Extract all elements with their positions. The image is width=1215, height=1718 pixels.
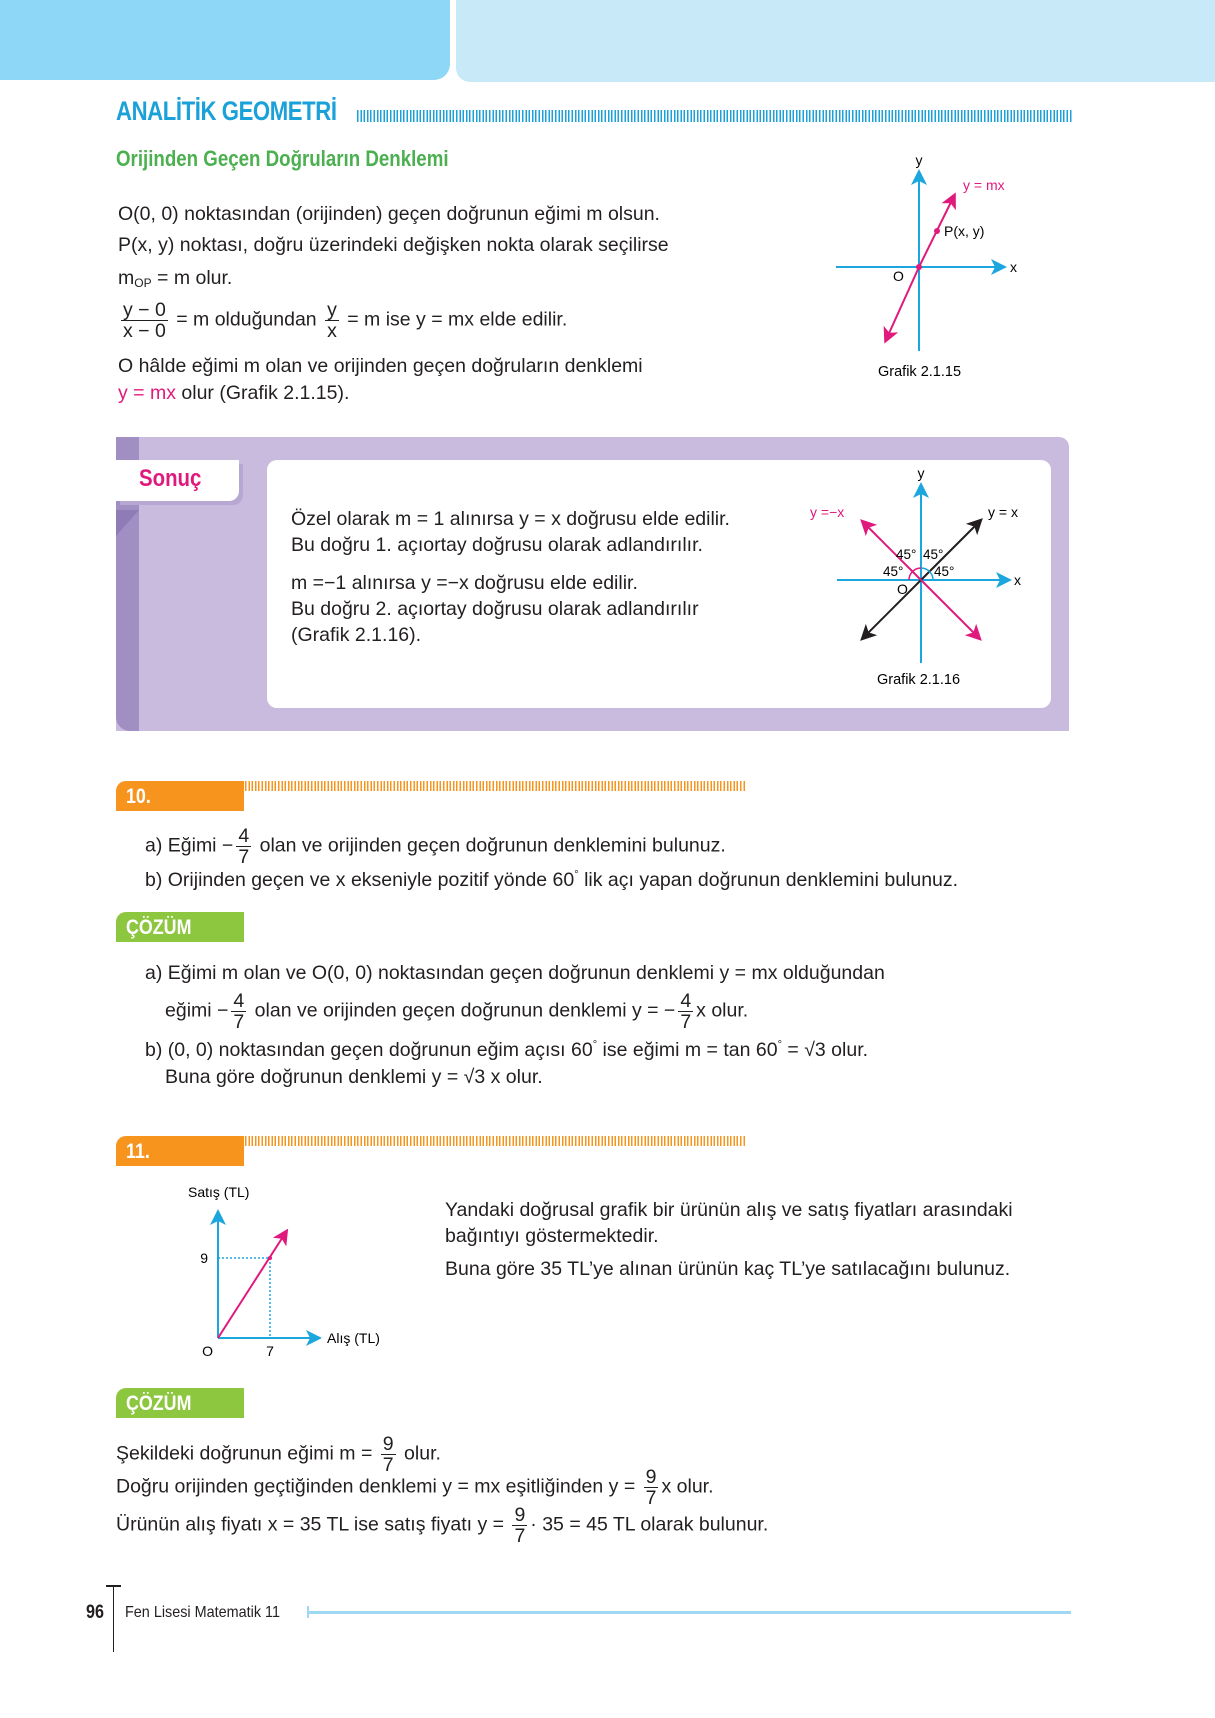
solution-10-a-line-2: eğimi − $\frac{4}{7}$ olan ve orijinden geçen doğrunun denklemi y = − $\frac{4}{7}$ x olur. (165, 990, 749, 1033)
svg-text:Alış (TL): Alış (TL) (327, 1330, 380, 1346)
svg-text:45°: 45° (883, 564, 904, 579)
sonuc-fold (116, 510, 139, 536)
svg-text:y = x: y = x (988, 504, 1018, 520)
sonuc-line-1: Özel olarak m = 1 alınırsa y = x doğrusu elde edilir. (291, 508, 730, 530)
svg-text:O: O (897, 581, 908, 597)
origin-point: O(0, 0) (118, 203, 179, 225)
intro-text: olur (Grafik 2.1.15). (175, 382, 350, 404)
section-title: ANALİTİK GEOMETRİ (116, 96, 337, 126)
svg-text:x: x (1010, 259, 1017, 275)
intro-text: noktasından (orijinden) geçen doğrunun eğimi m olsun. (178, 203, 660, 225)
sonuc-line-4: Bu doğru 2. açıortay doğrusu olarak adlandırılır (291, 598, 699, 620)
intro-text: noktası, doğru üzerindeki değişken nokta olarak seçilirse (174, 234, 669, 256)
svg-text:P(x, y): P(x, y) (944, 223, 985, 239)
point-p: P(x, y) (118, 234, 175, 256)
slope-symbol: m (118, 267, 135, 289)
slope-subscript: OP (134, 276, 152, 290)
solution-10-b-line-2: Buna göre doğrunun denklemi y = √3 x olur. (165, 1066, 543, 1088)
graph-2-1-16 (790, 455, 1080, 695)
example-11-badge: 11. ÖRNEK (116, 1136, 244, 1166)
intro-line-5: O hâlde eğimi m olan ve orijinden geçen doğruların denklemi (118, 355, 643, 377)
page-number: 96 (86, 1602, 104, 1623)
sonuc-line-3: m =−1 alınırsa y =−x doğrusu elde edilir. (291, 572, 638, 594)
intro-line-1 (118, 200, 660, 228)
solution-11-line-3: Ürünün alış fiyatı x = 35 TL ise satış fiyatı y = $\frac{9}{7}$ · 35 = 45 TL olarak bulunur. (116, 1504, 769, 1547)
example-10-part-a: a) Eğimi − $\frac{4}{7}$ olan ve orijinden geçen doğrunun denklemini bulunuz. (145, 825, 726, 868)
graph-price-relation (170, 1180, 390, 1360)
example-10-badge: 10. ÖRNEK (116, 781, 244, 811)
graph-2-1-15 (820, 140, 1080, 390)
intro-text: = m ise y = mx elde edilir. (347, 308, 568, 331)
example-10-part-b: b) Orijinden geçen ve x ekseniyle pozitif yönde 60° lik açı yapan doğrunun denklemini bulunuz. (145, 869, 959, 891)
title-tick-rule (357, 110, 1072, 122)
svg-text:45°: 45° (896, 547, 917, 562)
svg-text:y = mx: y = mx (963, 177, 1005, 193)
svg-text:9: 9 (200, 1250, 208, 1266)
footer-rule (307, 1611, 1071, 1614)
graph-caption: Grafik 2.1.15 (878, 364, 962, 380)
solution-11-line-2: Doğru orijinden geçtiğinden denklemi y = mx eşitliğinden y = $\frac{9}{7}$ x olur. (116, 1466, 714, 1509)
example-tick-rule (245, 781, 745, 791)
svg-text:45°: 45° (923, 547, 944, 562)
solution-10-badge: ÇÖZÜM (116, 912, 244, 942)
example-11-text-1: Yandaki doğrusal grafik bir ürünün alış ve satış fiyatları arasındaki (445, 1199, 1013, 1221)
svg-text:O: O (202, 1343, 213, 1359)
point-p-dot (934, 228, 940, 234)
solution-10-a-line-1: a) Eğimi m olan ve O(0, 0) noktasından geçen doğrunun denklemi y = mx olduğundan (145, 962, 885, 984)
svg-text:O: O (893, 268, 904, 284)
svg-text:Satış (TL): Satış (TL) (188, 1184, 250, 1200)
solution-10-b-line-1: b) (0, 0) noktasından geçen doğrunun eğim açısı 60° ise eğimi m = tan 60° = √3 olur. (145, 1039, 869, 1061)
sonuc-line-5: (Grafik 2.1.16). (291, 624, 422, 646)
header-band-right (456, 0, 1215, 82)
footer-divider (113, 1585, 114, 1652)
subtitle: Orijinden Geçen Doğruların Denklemi (116, 146, 449, 171)
intro-text: = m olur. (151, 267, 233, 289)
example-11-text-3: Buna göre 35 TL’ye alınan ürünün kaç TL’ye satılacağını bulunuz. (445, 1258, 1011, 1280)
intro-text: = m olduğundan (176, 308, 317, 331)
svg-text:45°: 45° (934, 564, 955, 579)
solution-11-line-1: Şekildeki doğrunun eğimi m = $\frac{9}{7}$ olur. (116, 1433, 441, 1476)
solution-11-badge: ÇÖZÜM (116, 1388, 244, 1418)
svg-text:y =−x: y =−x (810, 504, 845, 520)
sonuc-line-2: Bu doğru 1. açıortay doğrusu olarak adlandırılır. (291, 534, 703, 556)
origin-dot (916, 264, 922, 270)
fraction-y0-x0: $\frac{y - 0}{x - 0}$ (123, 299, 166, 342)
book-title: Fen Lisesi Matematik 11 (125, 1604, 280, 1621)
equation-highlight: y = mx (118, 382, 176, 404)
sonuc-label: Sonuç (139, 465, 202, 492)
fraction-y-x: $\frac{y}{x}$ (327, 299, 337, 342)
header-band-left (0, 0, 450, 80)
intro-line-6 (118, 379, 349, 407)
svg-text:y: y (915, 152, 923, 168)
svg-text:7: 7 (266, 1343, 274, 1359)
example-tick-rule (245, 1136, 745, 1146)
intro-line-4 (118, 300, 567, 341)
svg-text:y: y (917, 465, 925, 481)
intro-line-3 (118, 264, 232, 297)
price-line (218, 1232, 286, 1338)
svg-text:x: x (1014, 572, 1021, 588)
graph-caption: Grafik 2.1.16 (877, 672, 961, 688)
intro-line-2 (118, 231, 669, 259)
example-11-text-2: bağıntıyı göstermektedir. (445, 1225, 659, 1247)
